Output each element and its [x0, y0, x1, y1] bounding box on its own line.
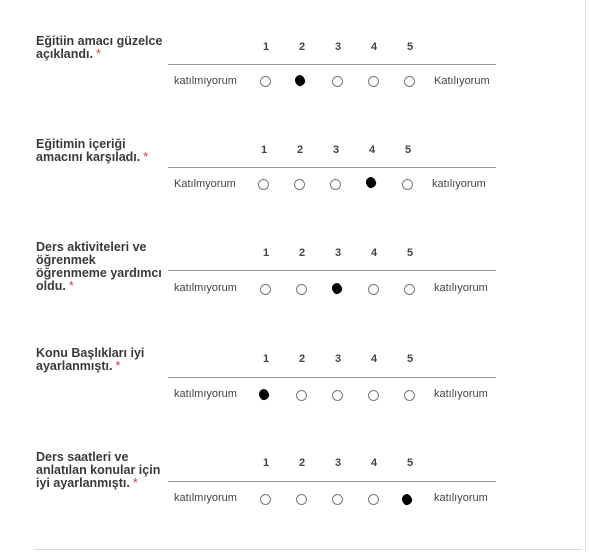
scale-number: 3 — [334, 247, 342, 259]
required-marker: * — [95, 47, 101, 61]
question-label: Ders saatleri ve anlatılan konular için iyi ayarlanmıştı. * — [36, 450, 161, 490]
rating-radio-4[interactable] — [368, 390, 379, 401]
scale-number: 3 — [332, 144, 340, 156]
scale-number: 2 — [298, 41, 306, 53]
right-anchor-label: katılıyorum — [434, 282, 488, 294]
question-3 — [0, 241, 585, 321]
right-anchor-label: katılıyorum — [432, 178, 486, 190]
question-1 — [0, 35, 585, 115]
question-2 — [0, 138, 585, 218]
scale-number: 1 — [262, 41, 270, 53]
scale-number: 2 — [298, 457, 306, 469]
scale-number: 1 — [262, 457, 270, 469]
scale-number: 5 — [406, 457, 414, 469]
scale-number: 4 — [370, 247, 378, 259]
rating-radio-2[interactable] — [294, 179, 305, 190]
rating-radio-5[interactable] — [404, 284, 415, 295]
rating-radio-5[interactable] — [404, 390, 415, 401]
rating-radio-3[interactable] — [332, 390, 343, 401]
scale-divider — [168, 167, 496, 168]
rating-radio-1[interactable] — [260, 76, 271, 87]
rating-radio-5[interactable] — [404, 76, 415, 87]
rating-radio-5[interactable] — [402, 179, 413, 190]
page-edge-divider — [585, 0, 586, 552]
question-label: Eğitimin içeriği amacını karşıladı. * — [36, 137, 149, 164]
scale-number: 4 — [368, 144, 376, 156]
scale-number: 1 — [260, 144, 268, 156]
required-marker: * — [143, 150, 149, 164]
hand-drawn-mark — [331, 282, 344, 296]
question-4 — [0, 347, 585, 427]
scale-number: 2 — [298, 353, 306, 365]
left-anchor-label: katılmıyorum — [174, 492, 237, 504]
left-anchor-label: katılmıyorum — [174, 282, 237, 294]
scale-divider — [168, 481, 496, 482]
question-label: Ders aktiviteleri ve öğrenmek öğrenmeme yardımcı oldu. * — [36, 240, 162, 293]
rating-radio-1[interactable] — [260, 494, 271, 505]
scale-divider — [168, 270, 496, 271]
left-anchor-label: Katılmyorum — [174, 178, 236, 190]
scale-number: 1 — [262, 353, 270, 365]
rating-radio-2[interactable] — [296, 390, 307, 401]
rating-radio-2[interactable] — [296, 284, 307, 295]
scale-number: 2 — [296, 144, 304, 156]
scale-number: 5 — [404, 144, 412, 156]
scale-number: 3 — [334, 457, 342, 469]
required-marker: * — [68, 279, 74, 293]
question-label: Eğitiin amacı güzelce açıklandı. * — [36, 34, 163, 61]
hand-drawn-mark — [365, 176, 378, 190]
hand-drawn-mark — [294, 74, 307, 88]
rating-radio-4[interactable] — [368, 494, 379, 505]
left-anchor-label: katılmıyorum — [174, 75, 237, 87]
right-anchor-label: Katılıyorum — [434, 75, 490, 87]
scale-number: 3 — [334, 41, 342, 53]
scale-divider — [168, 377, 496, 378]
form-bottom-divider — [34, 549, 582, 550]
scale-number: 5 — [406, 247, 414, 259]
rating-radio-4[interactable] — [368, 76, 379, 87]
right-anchor-label: katılıyorum — [434, 388, 488, 400]
scale-number: 2 — [298, 247, 306, 259]
scale-number: 4 — [370, 41, 378, 53]
rating-radio-4[interactable] — [368, 284, 379, 295]
rating-radio-1[interactable] — [260, 284, 271, 295]
rating-radio-2[interactable] — [296, 494, 307, 505]
hand-drawn-mark — [258, 388, 271, 402]
scale-number: 5 — [406, 41, 414, 53]
question-label: Konu Başlıkları iyi ayarlanmıştı. * — [36, 346, 145, 373]
scale-number: 1 — [262, 247, 270, 259]
right-anchor-label: katılıyorum — [434, 492, 488, 504]
rating-radio-3[interactable] — [332, 494, 343, 505]
scale-number: 4 — [370, 457, 378, 469]
rating-radio-3[interactable] — [332, 76, 343, 87]
rating-radio-1[interactable] — [258, 179, 269, 190]
required-marker: * — [115, 359, 121, 373]
scale-number: 4 — [370, 353, 378, 365]
left-anchor-label: katılmıyorum — [174, 388, 237, 400]
question-5 — [0, 451, 585, 531]
required-marker: * — [132, 476, 138, 490]
rating-radio-3[interactable] — [330, 179, 341, 190]
scale-number: 3 — [334, 353, 342, 365]
scale-divider — [168, 64, 496, 65]
scale-number: 5 — [406, 353, 414, 365]
hand-drawn-mark — [401, 493, 414, 507]
